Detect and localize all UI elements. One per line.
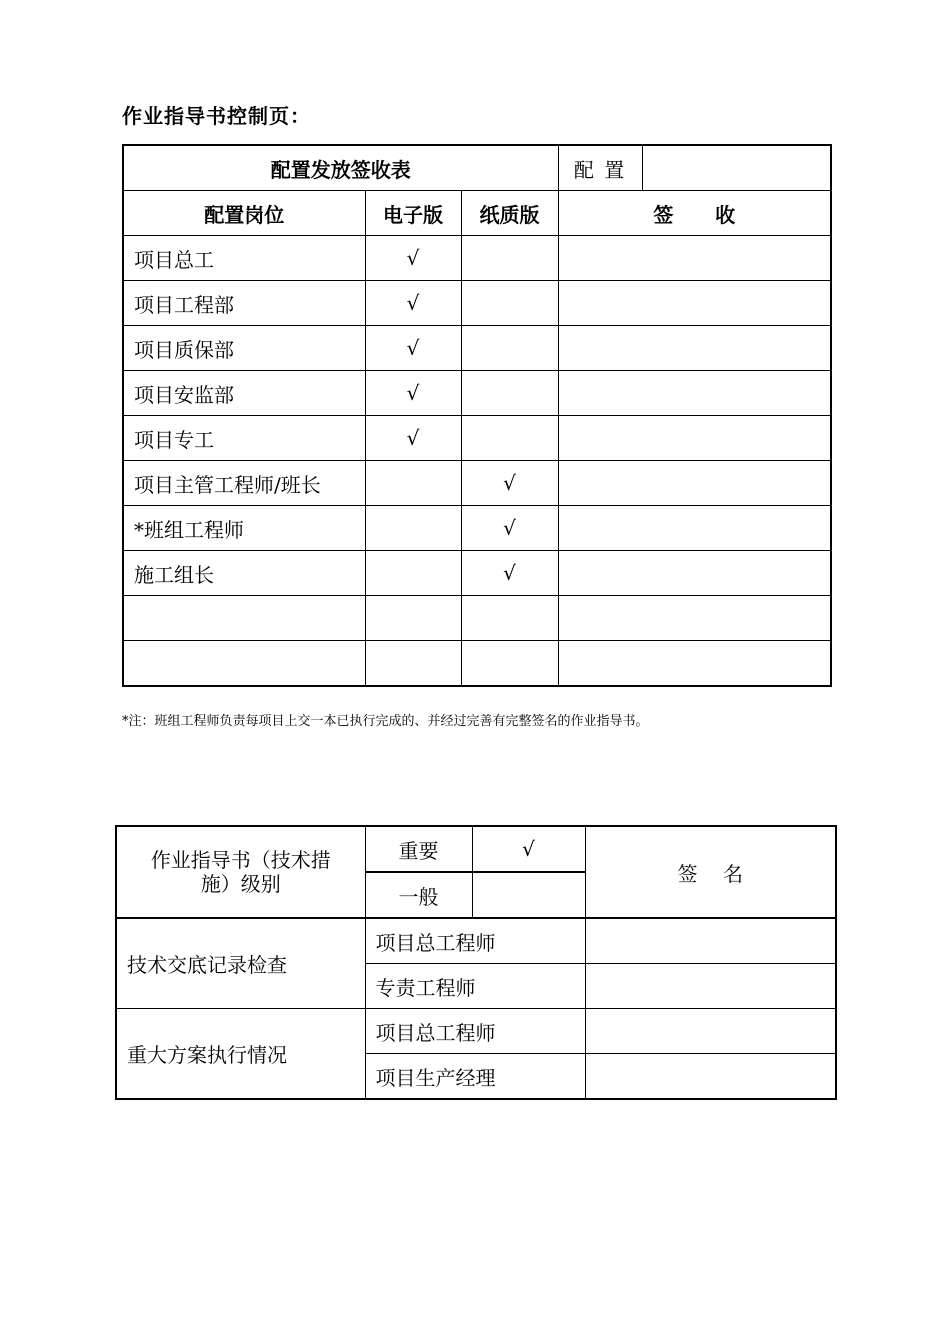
table-row (123, 371, 831, 416)
section-label: 技术交底记录检查 (116, 918, 365, 1009)
table-row (123, 236, 831, 281)
signature-cell (585, 1009, 836, 1054)
sign-cell (558, 326, 831, 371)
paper-mark: √ (461, 551, 558, 596)
general-mark (472, 872, 585, 918)
sign-cell (558, 506, 831, 551)
header-sign: 签 收 (558, 191, 831, 236)
sign-cell (558, 551, 831, 596)
electronic-mark: √ (365, 236, 461, 281)
post-cell: 项目主管工程师/班长 (123, 461, 365, 506)
sign-cell (558, 416, 831, 461)
section-label: 重大方案执行情况 (116, 1009, 365, 1100)
paper-mark (461, 236, 558, 281)
post-cell: 项目质保部 (123, 326, 365, 371)
config-label: 配 置 (558, 145, 642, 191)
config-value (642, 145, 831, 191)
role-cell: 项目生产经理 (365, 1054, 585, 1100)
general-label: 一般 (365, 872, 472, 918)
sign-cell (558, 596, 831, 641)
important-mark: √ (472, 826, 585, 872)
sign-cell (558, 236, 831, 281)
electronic-mark: √ (365, 281, 461, 326)
header-electronic: 电子版 (365, 191, 461, 236)
electronic-mark (365, 596, 461, 641)
electronic-mark (365, 506, 461, 551)
post-cell: *班组工程师 (123, 506, 365, 551)
table-row (123, 461, 831, 506)
electronic-mark (365, 461, 461, 506)
page-title: 作业指导书控制页： (122, 104, 311, 128)
post-cell (123, 641, 365, 687)
paper-mark (461, 371, 558, 416)
role-cell: 项目总工程师 (365, 918, 585, 964)
sign-cell (558, 281, 831, 326)
paper-mark (461, 596, 558, 641)
table-row (116, 1009, 836, 1054)
paper-mark: √ (461, 506, 558, 551)
table-row (123, 281, 831, 326)
electronic-mark (365, 641, 461, 687)
electronic-mark (365, 551, 461, 596)
role-cell: 项目总工程师 (365, 1009, 585, 1054)
signature-cell (585, 964, 836, 1009)
table-row (123, 506, 831, 551)
post-cell (123, 596, 365, 641)
electronic-mark: √ (365, 371, 461, 416)
post-cell: 项目工程部 (123, 281, 365, 326)
table-row (123, 596, 831, 641)
electronic-mark: √ (365, 416, 461, 461)
sign-label: 签 名 (585, 826, 836, 918)
electronic-mark: √ (365, 326, 461, 371)
sign-cell (558, 371, 831, 416)
paper-mark (461, 641, 558, 687)
paper-mark (461, 416, 558, 461)
table-row (116, 918, 836, 964)
signature-cell (585, 1054, 836, 1100)
table-row (123, 326, 831, 371)
distribution-table (122, 144, 832, 687)
level-table (115, 825, 837, 1100)
header-post: 配置岗位 (123, 191, 365, 236)
table-row (123, 416, 831, 461)
level-label: 作业指导书（技术措施）级别 (116, 826, 365, 918)
footnote: *注：班组工程师负责每项目上交一本已执行完成的、并经过完善有完整签名的作业指导书。 (122, 714, 649, 729)
paper-mark (461, 281, 558, 326)
distribution-table-title: 配置发放签收表 (123, 145, 558, 191)
post-cell: 项目专工 (123, 416, 365, 461)
post-cell: 施工组长 (123, 551, 365, 596)
post-cell: 项目安监部 (123, 371, 365, 416)
table-row (123, 641, 831, 687)
header-paper: 纸质版 (461, 191, 558, 236)
paper-mark: √ (461, 461, 558, 506)
paper-mark (461, 326, 558, 371)
sign-cell (558, 461, 831, 506)
post-cell: 项目总工 (123, 236, 365, 281)
signature-cell (585, 918, 836, 964)
table-row (123, 551, 831, 596)
role-cell: 专责工程师 (365, 964, 585, 1009)
sign-cell (558, 641, 831, 687)
important-label: 重要 (365, 826, 472, 872)
